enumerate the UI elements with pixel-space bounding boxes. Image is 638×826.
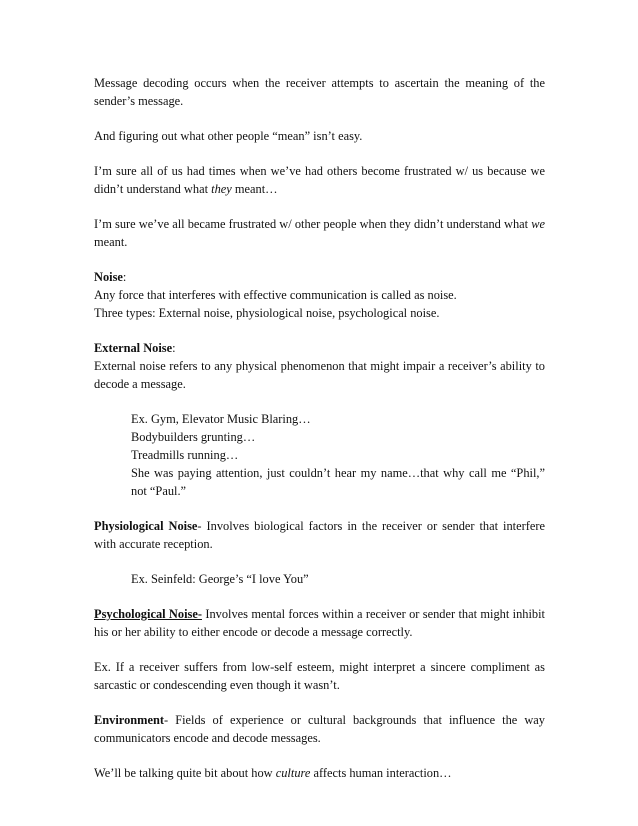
noise-types: Three types: External noise, physiological noise, psychological noise. — [94, 306, 440, 320]
noise-heading-line — [94, 268, 545, 286]
section-psychological-noise — [94, 605, 545, 641]
example-item: Ex. Gym, Elevator Music Blaring… — [131, 412, 311, 426]
paragraph-low-esteem-example: Ex. If a receiver suffers from low-self esteem, might interpret a sincere compliment as sarcastic or condescending even though it wasn’t. — [94, 660, 545, 692]
section-physiological-noise — [94, 517, 545, 553]
environment-definition: - Fields of experience or cultural backgrounds that influence the way communicators encode and decode messages. — [94, 713, 545, 745]
paragraph-text: I’m sure all of us had times when we’ve had others become frustrated w/ us because we didn’t understand what — [94, 164, 545, 196]
section-noise — [94, 268, 545, 322]
physiological-example-block — [131, 570, 545, 588]
emphasis-they: they — [211, 182, 232, 196]
external-heading-line — [94, 339, 545, 357]
paragraph-text: I’m sure we’ve all became frustrated w/ other people when they didn’t understand what — [94, 217, 532, 231]
noise-colon: : — [122, 270, 127, 284]
paragraph-text: We’ll be talking quite bit about how — [94, 766, 276, 780]
section-environment — [94, 711, 545, 747]
external-definition: External noise refers to any physical phenomenon that might impair a receiver’s ability to decode a message. — [94, 359, 545, 391]
physiological-definition: - Involves biological factors in the receiver or sender that interfere with accurate reception. — [94, 519, 545, 551]
physiological-heading: Physiological Noise — [94, 519, 198, 533]
emphasis-culture: culture — [275, 766, 311, 780]
paragraph-frustrated-we — [94, 215, 545, 251]
example-item: Treadmills running… — [131, 448, 239, 462]
paragraph-figuring-out: And figuring out what other people “mean” isn’t easy. — [94, 129, 363, 143]
physiological-example: Ex. Seinfeld: George’s “I love You” — [131, 572, 309, 586]
noise-definition: Any force that interferes with effective communication is called as noise. — [94, 288, 457, 302]
paragraph-message-decoding: Message decoding occurs when the receiver attempts to ascertain the meaning of the sender’s message. — [94, 76, 545, 108]
environment-heading: Environment — [94, 713, 164, 727]
section-external-noise — [94, 339, 545, 393]
example-item: Bodybuilders grunting… — [131, 430, 256, 444]
external-heading: External Noise — [94, 341, 173, 355]
paragraph-text: meant… — [231, 182, 278, 196]
external-colon: : — [172, 341, 176, 355]
psychological-definition: Involves mental forces within a receiver or sender that might inhibit his or her ability to either encode or decode a message correctly. — [94, 607, 545, 639]
external-examples — [131, 410, 545, 500]
psychological-heading: Psychological Noise- — [94, 607, 202, 621]
paragraph-frustrated-others — [94, 162, 545, 198]
emphasis-we: we — [531, 217, 545, 231]
example-item: She was paying attention, just couldn’t hear my name…that why call me “Phil,” not “Paul.” — [131, 466, 545, 498]
paragraph-text: meant. — [94, 235, 128, 249]
noise-heading: Noise — [94, 270, 123, 284]
document-body — [94, 74, 545, 782]
paragraph-culture — [94, 764, 545, 782]
paragraph-text: affects human interaction… — [310, 766, 452, 780]
